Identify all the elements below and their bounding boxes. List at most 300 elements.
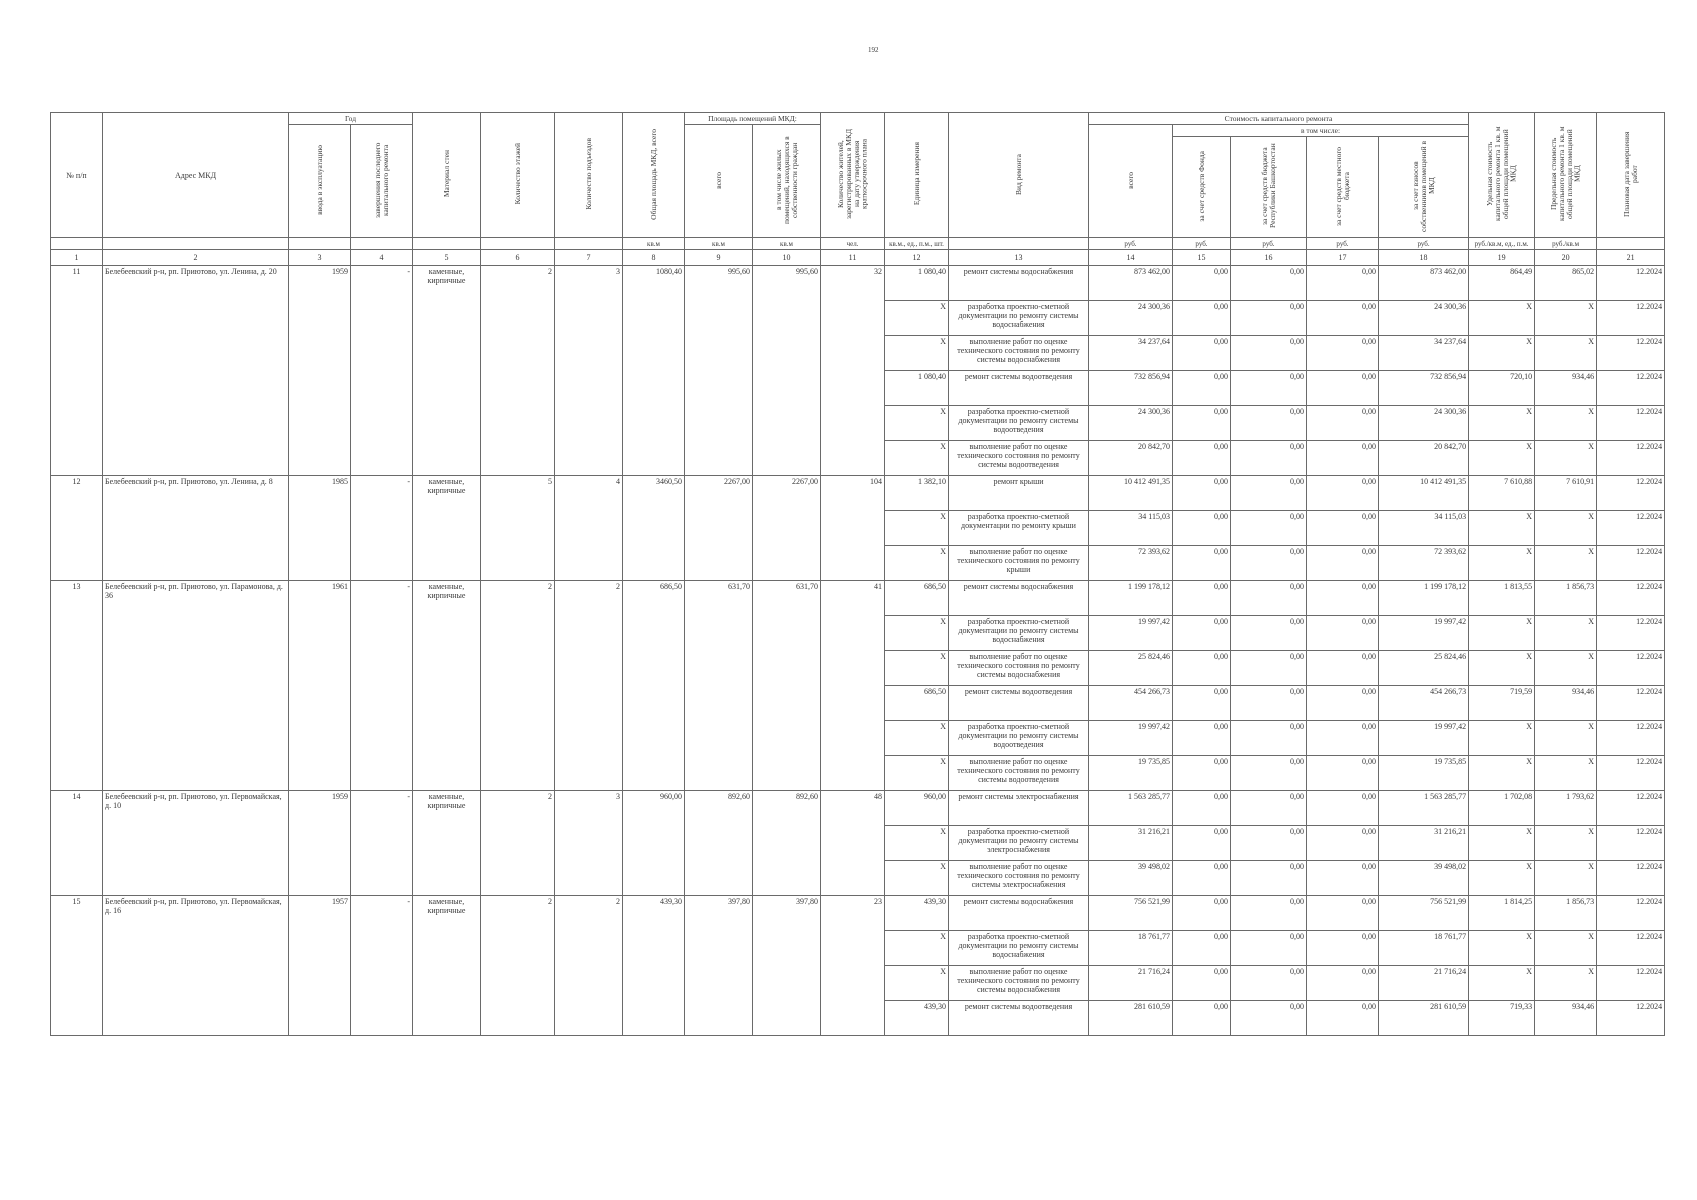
residents-count: 23 [821,896,885,1036]
specific-cost: 719,33 [1469,1001,1535,1036]
cost-owners: 1 199 178,12 [1379,581,1469,616]
floors-count: 2 [481,791,555,896]
planned-date: 12.2024 [1597,826,1665,861]
limit-cost: X [1535,336,1597,371]
specific-cost: 720,10 [1469,371,1535,406]
year-last-repair: - [351,476,413,581]
column-number: 14 [1089,250,1173,266]
column-number: 17 [1307,250,1379,266]
repair-work: ремонт системы водоотведения [949,371,1089,406]
unit-value: X [885,826,949,861]
limit-cost: X [1535,966,1597,1001]
cost-fund: 0,00 [1173,616,1231,651]
limit-cost: X [1535,441,1597,476]
entrances-count: 3 [555,266,623,476]
cost-fund: 0,00 [1173,826,1231,861]
header-premises-area: Площадь помещений МКД: [685,113,821,125]
cost-republic: 0,00 [1231,581,1307,616]
specific-cost: 1 814,25 [1469,896,1535,931]
table-row [51,896,1665,931]
limit-cost: X [1535,406,1597,441]
column-number: 16 [1231,250,1307,266]
column-number: 5 [413,250,481,266]
table-body [51,266,1665,1036]
header-premises-owned: в том числе жилых помещений, находящихся в собственности граждан [753,125,821,238]
specific-cost: 719,59 [1469,686,1535,721]
limit-cost: X [1535,931,1597,966]
cost-total: 19 997,42 [1089,721,1173,756]
cost-total: 34 115,03 [1089,511,1173,546]
specific-cost: X [1469,301,1535,336]
cost-republic: 0,00 [1231,336,1307,371]
cost-owners: 756 521,99 [1379,896,1469,931]
header-floors: Количество этажей [481,113,555,238]
header-premises-total: всего [685,125,753,238]
house-address: Белебеевский р-н, рп. Приютово, ул. Первомайская, д. 10 [103,791,289,896]
limit-cost: X [1535,511,1597,546]
planned-date: 12.2024 [1597,966,1665,1001]
table-header [51,113,1665,266]
floors-count: 2 [481,266,555,476]
planned-date: 12.2024 [1597,476,1665,511]
year-commission: 1957 [289,896,351,1036]
cost-republic: 0,00 [1231,826,1307,861]
specific-cost: X [1469,651,1535,686]
year-commission: 1959 [289,791,351,896]
cost-owners: 31 216,21 [1379,826,1469,861]
cost-fund: 0,00 [1173,406,1231,441]
cost-republic: 0,00 [1231,266,1307,301]
planned-date: 12.2024 [1597,616,1665,651]
total-area: 3460,50 [623,476,685,581]
cost-republic: 0,00 [1231,301,1307,336]
unit-value: X [885,931,949,966]
cost-fund: 0,00 [1173,721,1231,756]
repair-plan-table-container [50,112,1664,1036]
house-number: 11 [51,266,103,476]
cost-republic: 0,00 [1231,896,1307,931]
unit-cell: руб. [1089,238,1173,250]
unit-value: X [885,616,949,651]
page-number: 192 [868,46,879,54]
header-planned-date: Плановая дата завершения работ [1597,113,1665,238]
total-area: 1080,40 [623,266,685,476]
cost-fund: 0,00 [1173,336,1231,371]
specific-cost: X [1469,931,1535,966]
cost-owners: 24 300,36 [1379,301,1469,336]
cost-total: 756 521,99 [1089,896,1173,931]
unit-cell: кв.м [753,238,821,250]
year-commission: 1961 [289,581,351,791]
cost-total: 21 716,24 [1089,966,1173,1001]
unit-value: X [885,966,949,1001]
table-row [51,581,1665,616]
cost-local: 0,00 [1307,791,1379,826]
residents-count: 48 [821,791,885,896]
repair-work: ремонт системы водоснабжения [949,896,1089,931]
cost-local: 0,00 [1307,301,1379,336]
limit-cost: X [1535,826,1597,861]
unit-value: X [885,301,949,336]
entrances-count: 3 [555,791,623,896]
column-number: 4 [351,250,413,266]
planned-date: 12.2024 [1597,651,1665,686]
cost-local: 0,00 [1307,686,1379,721]
limit-cost: 1 856,73 [1535,581,1597,616]
cost-owners: 10 412 491,35 [1379,476,1469,511]
cost-total: 72 393,62 [1089,546,1173,581]
house-number: 13 [51,581,103,791]
year-last-repair: - [351,791,413,896]
header-total-area: Общая площадь МКД, всего [623,113,685,238]
floors-count: 5 [481,476,555,581]
planned-date: 12.2024 [1597,721,1665,756]
unit-cell [413,238,481,250]
cost-total: 732 856,94 [1089,371,1173,406]
repair-work: разработка проектно-сметной документации по ремонту системы водоотведения [949,406,1089,441]
limit-cost: X [1535,546,1597,581]
house-number: 14 [51,791,103,896]
residents-count: 41 [821,581,885,791]
limit-cost: 1 793,62 [1535,791,1597,826]
cost-fund: 0,00 [1173,966,1231,1001]
limit-cost: 7 610,91 [1535,476,1597,511]
cost-total: 1 199 178,12 [1089,581,1173,616]
house-address: Белебеевский р-н, рп. Приютово, ул. Парамонова, д. 36 [103,581,289,791]
unit-cell [1597,238,1665,250]
planned-date: 12.2024 [1597,511,1665,546]
premises-total: 995,60 [685,266,753,476]
cost-total: 454 266,73 [1089,686,1173,721]
entrances-count: 2 [555,896,623,1036]
cost-local: 0,00 [1307,616,1379,651]
cost-local: 0,00 [1307,511,1379,546]
cost-republic: 0,00 [1231,966,1307,1001]
column-number: 12 [885,250,949,266]
premises-owned: 631,70 [753,581,821,791]
repair-work: выполнение работ по оценке технического состояния по ремонту системы водоснабжения [949,336,1089,371]
column-number: 11 [821,250,885,266]
cost-fund: 0,00 [1173,896,1231,931]
cost-fund: 0,00 [1173,441,1231,476]
cost-fund: 0,00 [1173,791,1231,826]
specific-cost: 864,49 [1469,266,1535,301]
cost-fund: 0,00 [1173,371,1231,406]
premises-total: 2267,00 [685,476,753,581]
premises-owned: 2267,00 [753,476,821,581]
unit-value: X [885,756,949,791]
specific-cost: 7 610,88 [1469,476,1535,511]
cost-local: 0,00 [1307,406,1379,441]
header-address: Адрес МКД [103,113,289,238]
cost-owners: 18 761,77 [1379,931,1469,966]
house-number: 12 [51,476,103,581]
repair-work: выполнение работ по оценке технического состояния по ремонту системы электроснабжения [949,861,1089,896]
cost-fund: 0,00 [1173,861,1231,896]
limit-cost: X [1535,651,1597,686]
specific-cost: X [1469,511,1535,546]
header-num: № п/п [51,113,103,238]
floors-count: 2 [481,581,555,791]
specific-cost: X [1469,441,1535,476]
planned-date: 12.2024 [1597,406,1665,441]
cost-republic: 0,00 [1231,511,1307,546]
cost-owners: 873 462,00 [1379,266,1469,301]
header-repair-type: Вид ремонта [949,113,1089,238]
cost-local: 0,00 [1307,546,1379,581]
unit-value: X [885,441,949,476]
cost-local: 0,00 [1307,336,1379,371]
cost-local: 0,00 [1307,1001,1379,1036]
cost-owners: 20 842,70 [1379,441,1469,476]
unit-value: X [885,721,949,756]
cost-total: 19 997,42 [1089,616,1173,651]
year-last-repair: - [351,581,413,791]
unit-cell [351,238,413,250]
cost-local: 0,00 [1307,441,1379,476]
repair-work: ремонт системы водоотведения [949,686,1089,721]
header-including: в том числе: [1173,125,1469,137]
cost-local: 0,00 [1307,931,1379,966]
cost-fund: 0,00 [1173,301,1231,336]
limit-cost: X [1535,721,1597,756]
limit-cost: X [1535,301,1597,336]
column-number: 2 [103,250,289,266]
unit-value: 960,00 [885,791,949,826]
cost-republic: 0,00 [1231,861,1307,896]
specific-cost: X [1469,721,1535,756]
cost-republic: 0,00 [1231,616,1307,651]
specific-cost: 1 813,55 [1469,581,1535,616]
cost-owners: 34 115,03 [1379,511,1469,546]
wall-material: каменные, кирпичные [413,476,481,581]
repair-work: ремонт системы электроснабжения [949,791,1089,826]
premises-owned: 995,60 [753,266,821,476]
column-number: 6 [481,250,555,266]
specific-cost: X [1469,546,1535,581]
header-year-commission: ввода в эксплуатацию [289,125,351,238]
specific-cost: 1 702,08 [1469,791,1535,826]
cost-total: 39 498,02 [1089,861,1173,896]
unit-value: X [885,406,949,441]
limit-cost: 865,02 [1535,266,1597,301]
repair-work: ремонт крыши [949,476,1089,511]
column-number: 19 [1469,250,1535,266]
header-cost-republic: за счет средств бюджета Республики Башкортостан [1231,137,1307,238]
cost-total: 19 735,85 [1089,756,1173,791]
unit-value: X [885,511,949,546]
cost-owners: 34 237,64 [1379,336,1469,371]
cost-total: 281 610,59 [1089,1001,1173,1036]
specific-cost: X [1469,406,1535,441]
planned-date: 12.2024 [1597,791,1665,826]
repair-work: разработка проектно-сметной документации по ремонту системы водоснабжения [949,616,1089,651]
column-numbers-row [51,250,1665,266]
repair-work: выполнение работ по оценке технического состояния по ремонту системы водоотведения [949,441,1089,476]
total-area: 960,00 [623,791,685,896]
column-number: 1 [51,250,103,266]
unit-value: 686,50 [885,581,949,616]
repair-work: выполнение работ по оценке технического состояния по ремонту системы водоснабжения [949,966,1089,1001]
year-last-repair: - [351,896,413,1036]
unit-cell: кв.м [685,238,753,250]
wall-material: каменные, кирпичные [413,581,481,791]
cost-local: 0,00 [1307,266,1379,301]
header-residents: Количество жителей, зарегистрированных в МКД на дату утверждения краткосрочного плана [821,113,885,238]
repair-work: выполнение работ по оценке технического состояния по ремонту системы водоснабжения [949,651,1089,686]
entrances-count: 4 [555,476,623,581]
cost-owners: 732 856,94 [1379,371,1469,406]
cost-local: 0,00 [1307,371,1379,406]
unit-cell [103,238,289,250]
repair-work: разработка проектно-сметной документации по ремонту системы электроснабжения [949,826,1089,861]
repair-work: ремонт системы водоснабжения [949,266,1089,301]
cost-fund: 0,00 [1173,756,1231,791]
column-number: 7 [555,250,623,266]
column-number: 9 [685,250,753,266]
limit-cost: X [1535,756,1597,791]
cost-local: 0,00 [1307,861,1379,896]
cost-local: 0,00 [1307,581,1379,616]
cost-fund: 0,00 [1173,266,1231,301]
repair-work: разработка проектно-сметной документации по ремонту крыши [949,511,1089,546]
cost-total: 34 237,64 [1089,336,1173,371]
cost-fund: 0,00 [1173,511,1231,546]
cost-fund: 0,00 [1173,931,1231,966]
limit-cost: 934,46 [1535,1001,1597,1036]
cost-total: 24 300,36 [1089,301,1173,336]
cost-local: 0,00 [1307,721,1379,756]
repair-work: ремонт системы водоснабжения [949,581,1089,616]
planned-date: 12.2024 [1597,441,1665,476]
cost-total: 24 300,36 [1089,406,1173,441]
cost-republic: 0,00 [1231,651,1307,686]
cost-republic: 0,00 [1231,406,1307,441]
total-area: 439,30 [623,896,685,1036]
planned-date: 12.2024 [1597,546,1665,581]
cost-owners: 25 824,46 [1379,651,1469,686]
unit-value: 1 080,40 [885,266,949,301]
limit-cost: X [1535,616,1597,651]
unit-value: X [885,861,949,896]
wall-material: каменные, кирпичные [413,266,481,476]
header-unit-measure: Единица измерения [885,113,949,238]
repair-work: выполнение работ по оценке технического состояния по ремонту крыши [949,546,1089,581]
premises-owned: 397,80 [753,896,821,1036]
cost-total: 873 462,00 [1089,266,1173,301]
unit-value: 686,50 [885,686,949,721]
header-cost: Стоимость капитального ремонта [1089,113,1469,125]
column-number: 18 [1379,250,1469,266]
cost-fund: 0,00 [1173,651,1231,686]
planned-date: 12.2024 [1597,896,1665,931]
limit-cost: 934,46 [1535,686,1597,721]
cost-republic: 0,00 [1231,721,1307,756]
planned-date: 12.2024 [1597,931,1665,966]
unit-cell: руб. [1231,238,1307,250]
limit-cost: 1 856,73 [1535,896,1597,931]
unit-cell: руб. [1307,238,1379,250]
specific-cost: X [1469,616,1535,651]
cost-total: 18 761,77 [1089,931,1173,966]
column-number: 8 [623,250,685,266]
unit-cell: руб./кв.м [1535,238,1597,250]
unit-cell: руб./кв.м, ед., п.м. [1469,238,1535,250]
premises-owned: 892,60 [753,791,821,896]
unit-cell [51,238,103,250]
planned-date: 12.2024 [1597,861,1665,896]
cost-local: 0,00 [1307,966,1379,1001]
cost-local: 0,00 [1307,476,1379,511]
unit-cell: чел. [821,238,885,250]
column-number: 10 [753,250,821,266]
column-number: 3 [289,250,351,266]
repair-work: выполнение работ по оценке технического состояния по ремонту системы водоотведения [949,756,1089,791]
header-cost-owners: за счет взносов собственников помещений в МКД [1379,137,1469,238]
planned-date: 12.2024 [1597,756,1665,791]
specific-cost: X [1469,756,1535,791]
house-number: 15 [51,896,103,1036]
premises-total: 631,70 [685,581,753,791]
cost-republic: 0,00 [1231,476,1307,511]
column-number: 13 [949,250,1089,266]
cost-republic: 0,00 [1231,686,1307,721]
cost-owners: 24 300,36 [1379,406,1469,441]
entrances-count: 2 [555,581,623,791]
premises-total: 397,80 [685,896,753,1036]
premises-total: 892,60 [685,791,753,896]
cost-total: 20 842,70 [1089,441,1173,476]
unit-value: X [885,336,949,371]
planned-date: 12.2024 [1597,686,1665,721]
header-cost-fund: за счет средств Фонда [1173,137,1231,238]
cost-owners: 21 716,24 [1379,966,1469,1001]
specific-cost: X [1469,826,1535,861]
unit-value: 1 382,10 [885,476,949,511]
cost-republic: 0,00 [1231,791,1307,826]
unit-cell [555,238,623,250]
repair-work: разработка проектно-сметной документации по ремонту системы водоснабжения [949,931,1089,966]
total-area: 686,50 [623,581,685,791]
cost-republic: 0,00 [1231,756,1307,791]
cost-republic: 0,00 [1231,371,1307,406]
planned-date: 12.2024 [1597,371,1665,406]
year-commission: 1985 [289,476,351,581]
cost-owners: 19 735,85 [1379,756,1469,791]
cost-fund: 0,00 [1173,581,1231,616]
cost-local: 0,00 [1307,826,1379,861]
repair-work: ремонт системы водоотведения [949,1001,1089,1036]
cost-total: 25 824,46 [1089,651,1173,686]
cost-total: 10 412 491,35 [1089,476,1173,511]
cost-local: 0,00 [1307,756,1379,791]
unit-cell: кв.м [623,238,685,250]
unit-cell: руб. [1173,238,1231,250]
table-row [51,266,1665,301]
header-wall-material: Материал стен [413,113,481,238]
table-row [51,476,1665,511]
residents-count: 32 [821,266,885,476]
column-number: 20 [1535,250,1597,266]
cost-owners: 19 997,42 [1379,616,1469,651]
year-last-repair: - [351,266,413,476]
cost-owners: 72 393,62 [1379,546,1469,581]
cost-owners: 1 563 285,77 [1379,791,1469,826]
cost-fund: 0,00 [1173,1001,1231,1036]
cost-republic: 0,00 [1231,441,1307,476]
unit-value: 439,30 [885,1001,949,1036]
specific-cost: X [1469,966,1535,1001]
